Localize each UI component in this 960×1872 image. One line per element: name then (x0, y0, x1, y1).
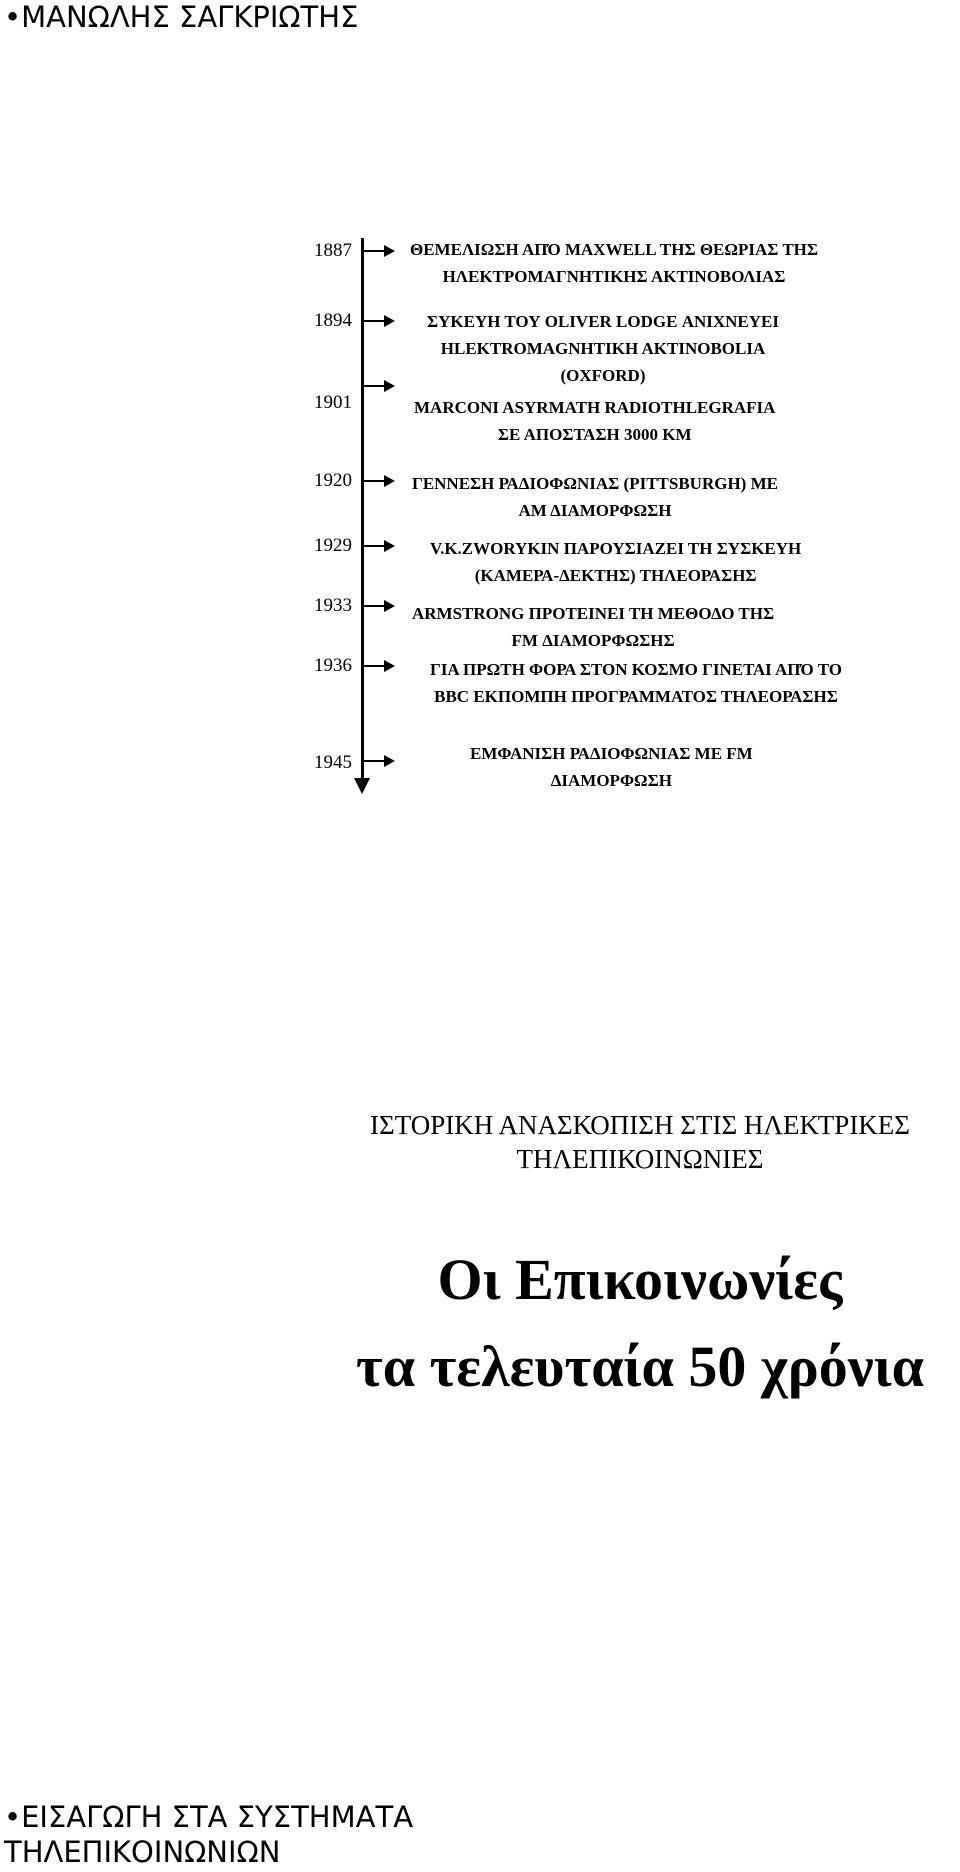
timeline-arrow-right-icon (362, 320, 386, 322)
section-title-line: ΤΗΛΕΠΙΚΟΙΝΩΝΙΕΣ (516, 1144, 764, 1174)
section-title (340, 1108, 940, 1176)
event-line: HLEKTROMAGNHTIKH AKTINOBOLIA (440, 339, 766, 358)
timeline-event (427, 308, 779, 389)
timeline-arrow-right-icon (362, 480, 386, 482)
timeline-event (470, 740, 753, 794)
event-line: V.K.ZWORYKIN ΠΑΡΟΥΣΙΑΖΕΙ ΤΗ ΣΥΣΚΕΥΗ (430, 539, 802, 558)
footer-line: •ΕΙΣΑΓΩΓΗ ΣΤΑ ΣΥΣΤΗΜΑΤΑ (4, 1800, 414, 1834)
timeline-year: 1901 (314, 392, 352, 413)
timeline-event (412, 600, 774, 654)
event-line: ΓΙΑ ΠΡΩΤΗ ΦΟΡΑ ΣΤΟΝ ΚΟΣΜΟ ΓΙΝΕΤΑΙ ΑΠΌ ΤΟ (430, 660, 842, 679)
event-line: MARCONI ASYRMATH RADIOTHLEGRAFIA (414, 398, 776, 417)
timeline-year: 1920 (314, 470, 352, 491)
timeline-event (414, 394, 775, 448)
event-line: (ΚΑΜΕΡΑ-ΔΕΚΤΗΣ) ΤΗΛΕΟΡΑΣΗΣ (474, 566, 757, 585)
main-title-line-2: τα τελευταία 50 χρόνια (355, 1334, 925, 1399)
timeline-arrow-right-icon (362, 385, 386, 387)
timeline-arrow-right-icon (362, 545, 386, 547)
event-line: ARMSTRONG ΠΡΟΤΕΙΝΕΙ ΤΗ ΜΕΘΟΔΟ ΤΗΣ (412, 604, 775, 623)
timeline-event (412, 470, 778, 524)
timeline-arrow-right-icon (362, 665, 386, 667)
timeline-event (430, 656, 842, 710)
event-line: BBC ΕΚΠΟΜΠΗ ΠΡΟΓΡΑΜΜΑΤΟΣ ΤΗΛΕΟΡΑΣΗΣ (434, 687, 838, 706)
timeline-year: 1945 (314, 752, 352, 773)
timeline-event (430, 535, 801, 589)
main-title-line-1: Οι Επικοινωνίες (437, 1247, 843, 1312)
author-heading: •ΜΑΝΩΛΗΣ ΣΑΓΚΡΙΩΤΗΣ (4, 0, 359, 34)
timeline-year: 1894 (314, 310, 352, 331)
timeline-arrow-right-icon (362, 760, 386, 762)
section-title-line: ΙΣΤΟΡΙΚΗ ΑΝΑΣΚΟΠΙΣΗ ΣΤΙΣ ΗΛΕΚΤΡΙΚΕΣ (369, 1110, 911, 1140)
timeline-year: 1929 (314, 535, 352, 556)
event-line: ΓΕΝΝΕΣΗ ΡΑΔΙΟΦΩΝΙΑΣ (PITTSBURGH) ΜΕ (412, 474, 778, 493)
event-line: ΘΕΜΕΛΙΩΣΗ ΑΠΌ MAXWELL ΤΗΣ ΘΕΩΡΙΑΣ ΤΗΣ (410, 240, 819, 259)
footer-heading (4, 1800, 413, 1870)
event-line: FM ΔΙΑΜΟΡΦΩΣΗΣ (511, 631, 675, 650)
event-line: (OXFORD) (560, 366, 646, 385)
timeline-year: 1887 (314, 240, 352, 261)
event-line: ΕΜΦΑΝΙΣΗ ΡΑΔΙΟΦΩΝΙΑΣ ΜΕ FM (470, 744, 753, 763)
event-line: ΑΜ ΔΙΑΜΟΡΦΩΣΗ (518, 501, 672, 520)
footer-line: ΤΗΛΕΠΙΚΟΙΝΩΝΙΩΝ (4, 1835, 281, 1869)
timeline-arrow-right-icon (362, 605, 386, 607)
event-line: ΣΕ ΑΠΟΣΤΑΣΗ 3000 ΚΜ (497, 425, 692, 444)
event-line: ΗΛΕΚΤΡΟΜΑΓΝΗΤΙΚΗΣ ΑΚΤΙΝΟΒΟΛΙΑΣ (442, 267, 786, 286)
timeline-year: 1936 (314, 655, 352, 676)
timeline-arrow-down-icon (354, 778, 370, 794)
timeline-event (410, 236, 818, 290)
event-line: ΔΙΑΜΟΡΦΩΣΗ (550, 771, 672, 790)
timeline-arrow-right-icon (362, 250, 386, 252)
timeline-year: 1933 (314, 595, 352, 616)
event-line: ΣΥΚΕΥΗ ΤΟΥ OLIVER LODGE ΑΝΙΧΝΕΥΕΙ (427, 312, 780, 331)
